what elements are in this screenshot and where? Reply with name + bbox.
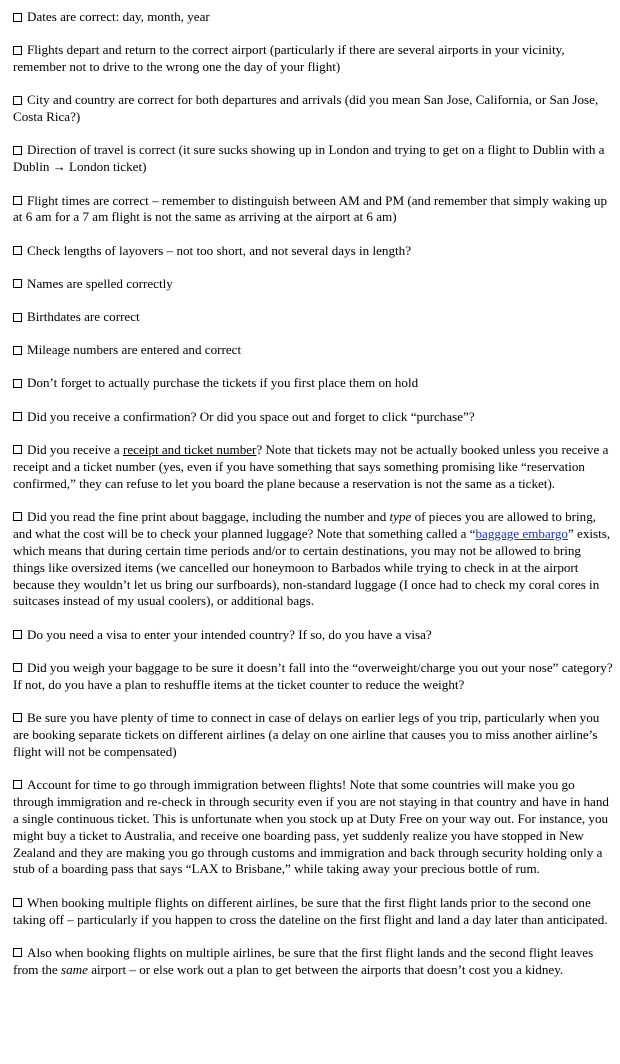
item-text: Be sure you have plenty of time to connect in case of delays on earlier legs of you trip, particularly when you are booking separate tickets on different airlines (a delay on one airline that causes you to miss another airline’s flight will not be compensated) — [13, 709, 600, 759]
item-text: Also when booking flights on multiple airlines, be sure that the first flight lands and the second flight leaves from the — [13, 944, 594, 977]
checklist-item — [13, 442, 613, 493]
checkbox-icon — [13, 379, 22, 388]
item-text: Don’t forget to actually purchase the tickets if you first place them on hold — [27, 375, 419, 391]
checklist-item — [13, 42, 613, 76]
item-text: Mileage numbers are entered and correct — [27, 342, 242, 358]
item-text: Dates are correct: day, month, year — [27, 9, 210, 24]
item-text: Did you weigh your baggage to be sure it doesn’t fall into the “overweight/charge you out your nose” category? If not, do you have a plan to reshuffle items at the ticket counter to reduce the weight? — [13, 659, 613, 692]
checklist-item — [13, 309, 613, 326]
checklist-item — [13, 945, 613, 979]
checkbox-icon — [13, 898, 22, 907]
checkbox-icon — [13, 346, 22, 355]
checkbox-icon — [13, 713, 22, 722]
italic-text: type — [389, 508, 412, 524]
baggage-embargo-link[interactable]: baggage embargo — [475, 525, 568, 541]
checkbox-icon — [13, 780, 22, 789]
checkbox-icon — [13, 445, 22, 454]
checklist-item — [13, 92, 613, 126]
checklist-item — [13, 9, 613, 26]
checklist-item — [13, 409, 613, 426]
checklist-item — [13, 342, 613, 359]
checklist-item — [13, 777, 613, 878]
item-text: airport – or else work out a plan to get between the airports that doesn’t cost you a kidney. — [87, 961, 564, 977]
item-text: Did you receive a confirmation? Or did you space out and forget to click “purchase”? — [27, 408, 475, 424]
item-text: Names are spelled correctly — [27, 275, 173, 291]
checkbox-icon — [13, 246, 22, 255]
checklist-item — [13, 627, 613, 644]
checklist-item — [13, 509, 613, 610]
checkbox-icon — [13, 663, 22, 672]
item-text: Did you receive a — [27, 441, 123, 457]
checkbox-icon — [13, 46, 22, 55]
checklist-item — [13, 375, 613, 392]
item-text: Check lengths of layovers – not too short, and not several days in length? — [27, 242, 412, 258]
checkbox-icon — [13, 96, 22, 105]
italic-text: same — [61, 961, 88, 977]
item-text: Account for time to go through immigration between flights! Note that some countries will make you go through immigration and re-check in through security even if you are not staying in that country and have in hand a single continuous ticket. This is unfortunate when you stock up at Duty Free on your way out. For instance, you might buy a ticket to Australia, and receive one boarding pass, yet suddenly realize you have stopped in New Zealand and they are making you go through customs and immigration and back through security holding only a stub of a boarding pass that says “LAX to Brisbane,” while taking away your precious bottle of rum. — [13, 776, 609, 877]
item-text: of pieces you are allowed to bring, and what the cost will be to check your planned luggage? Note that something called a “ — [13, 508, 597, 541]
item-text: Did you read the fine print about baggage, including the number and — [27, 508, 390, 524]
checklist-item — [13, 710, 613, 761]
checkbox-icon — [13, 279, 22, 288]
checklist-item — [13, 660, 613, 694]
checkbox-icon — [13, 13, 22, 22]
checklist-item — [13, 142, 613, 176]
checklist-item — [13, 243, 613, 260]
checklist — [13, 9, 613, 995]
item-text: ” exists, which means that during certain time periods and/or to certain destinations, you may not be allowed to bring things like oversized items (we cancelled our honeymoon to Barbados while trying to check in at the airport because they wouldn’t let us bring our surfboards), non-standard luggage (I once had to check my coral cores in suitcases instead of my usual coolers), or additional bags. — [13, 525, 611, 609]
checkbox-icon — [13, 146, 22, 155]
checklist-item — [13, 276, 613, 293]
checkbox-icon — [13, 196, 22, 205]
item-text: ? Note that tickets may not be actually booked unless you receive a receipt and a ticket number (yes, even if you have something that says something promising like “reservation confirmed,” they can refuse to let you board the plane because a reservation is not the same as a ticket). — [13, 441, 609, 491]
checklist-item — [13, 193, 613, 227]
checklist-item — [13, 895, 613, 929]
item-text: Birthdates are correct — [27, 309, 140, 325]
item-text: Flights depart and return to the correct airport (particularly if there are several airports in your vicinity, remember not to drive to the wrong one the day of your flight) — [13, 42, 565, 75]
item-text: Direction of travel is correct (it sure sucks showing up in London and trying to get on a flight to Dublin with a Dublin → London ticket) — [13, 142, 605, 175]
item-text: Flight times are correct – remember to distinguish between AM and PM (and remember that simply waking up at 6 am for a 7 am flight is not the same as arriving at the airport at 6 am) — [13, 192, 607, 225]
checkbox-icon — [13, 313, 22, 322]
item-text: Do you need a visa to enter your intended country? If so, do you have a visa? — [27, 626, 432, 642]
checkbox-icon — [13, 948, 22, 957]
item-text: City and country are correct for both departures and arrivals (did you mean San Jose, California, or San Jose, Costa Rica?) — [13, 92, 599, 125]
underlined-text: receipt and ticket number — [122, 441, 257, 457]
checkbox-icon — [13, 630, 22, 639]
checkbox-icon — [13, 412, 22, 421]
checkbox-icon — [13, 512, 22, 521]
item-text: When booking multiple flights on different airlines, be sure that the first flight lands prior to the second one taking off – particularly if you happen to cross the dateline on the first flight and land a day later than anticipated. — [13, 894, 608, 927]
